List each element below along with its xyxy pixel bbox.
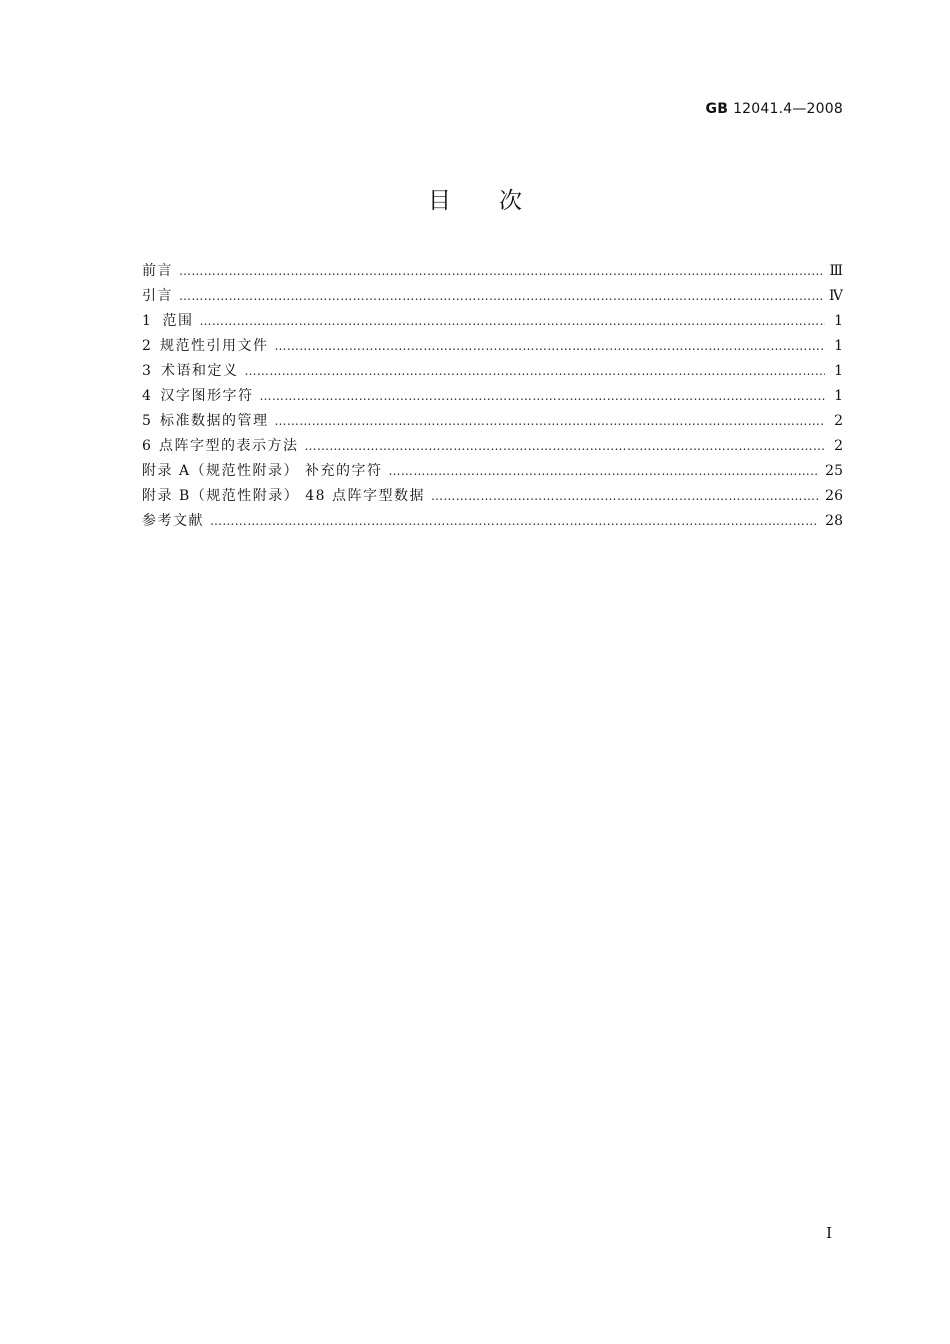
toc-entry-label: 附录 B（规范性附录） 48 点阵字型数据 (142, 488, 425, 504)
toc-entry-label: 参考文献 (142, 513, 204, 529)
page-number: Ⅰ (826, 1224, 832, 1242)
toc-entry-number: 1 (142, 313, 151, 329)
toc-entry-number: 4 (142, 388, 151, 404)
toc-entry-dot-matrix-representation[interactable] (142, 435, 843, 460)
toc-entry-page: 1 (834, 338, 843, 354)
toc-entry-label: 术语和定义 (161, 363, 239, 379)
page-title: 目次 (428, 188, 570, 214)
toc-entry-data-management[interactable] (142, 410, 843, 435)
toc-entry-introduction[interactable] (142, 285, 843, 310)
toc-entry-number: 5 (142, 413, 151, 429)
toc-entry-label: 前言 (142, 263, 173, 279)
toc-entry-label: 标准数据的管理 (160, 413, 269, 429)
toc-leader-dots (389, 464, 820, 478)
toc-entry-number: 6 (142, 438, 151, 454)
toc-leader-dots (179, 289, 823, 303)
toc-leader-dots (275, 339, 825, 353)
toc-entry-terms-definitions[interactable] (142, 360, 843, 385)
toc-leader-dots (245, 364, 825, 378)
toc-entry-page: 1 (834, 313, 843, 329)
toc-leader-dots (210, 514, 819, 528)
toc-entry-number: 2 (142, 338, 151, 354)
toc-entry-page: 26 (825, 488, 843, 504)
standard-prefix: GB (705, 101, 729, 117)
toc-entry-graphic-characters[interactable] (142, 385, 843, 410)
toc-entry-label: 规范性引用文件 (160, 338, 269, 354)
toc-entry-label: 范围 (162, 313, 194, 329)
toc-entry-normative-references[interactable] (142, 335, 843, 360)
standard-code: 12041.4—2008 (733, 101, 843, 117)
toc-entry-page: Ⅳ (829, 288, 843, 304)
toc-entry-annex-b[interactable] (142, 485, 843, 510)
toc-leader-dots (260, 389, 825, 403)
toc-entry-label: 附录 A（规范性附录） 补充的字符 (142, 463, 383, 479)
table-of-contents (142, 260, 843, 535)
toc-entry-number: 3 (142, 363, 151, 379)
toc-entry-page: 2 (834, 413, 843, 429)
toc-leader-dots (305, 439, 825, 453)
toc-entry-label: 引言 (142, 288, 173, 304)
toc-entry-annex-a[interactable] (142, 460, 843, 485)
toc-entry-bibliography[interactable] (142, 510, 843, 535)
toc-entry-page: Ⅲ (829, 263, 843, 279)
toc-entry-label: 汉字图形字符 (160, 388, 254, 404)
toc-entry-scope[interactable] (142, 310, 843, 335)
toc-leader-dots (275, 414, 825, 428)
toc-entry-page: 1 (834, 363, 843, 379)
toc-entry-page: 25 (825, 463, 843, 479)
standard-number-header (706, 101, 844, 117)
toc-entry-foreword[interactable] (142, 260, 843, 285)
toc-entry-page: 1 (834, 388, 843, 404)
toc-leader-dots (179, 264, 823, 278)
toc-entry-page: 2 (834, 438, 843, 454)
toc-entry-page: 28 (825, 513, 843, 529)
toc-entry-label: 点阵字型的表示方法 (159, 438, 299, 454)
toc-leader-dots (431, 489, 819, 503)
toc-leader-dots (200, 314, 826, 328)
